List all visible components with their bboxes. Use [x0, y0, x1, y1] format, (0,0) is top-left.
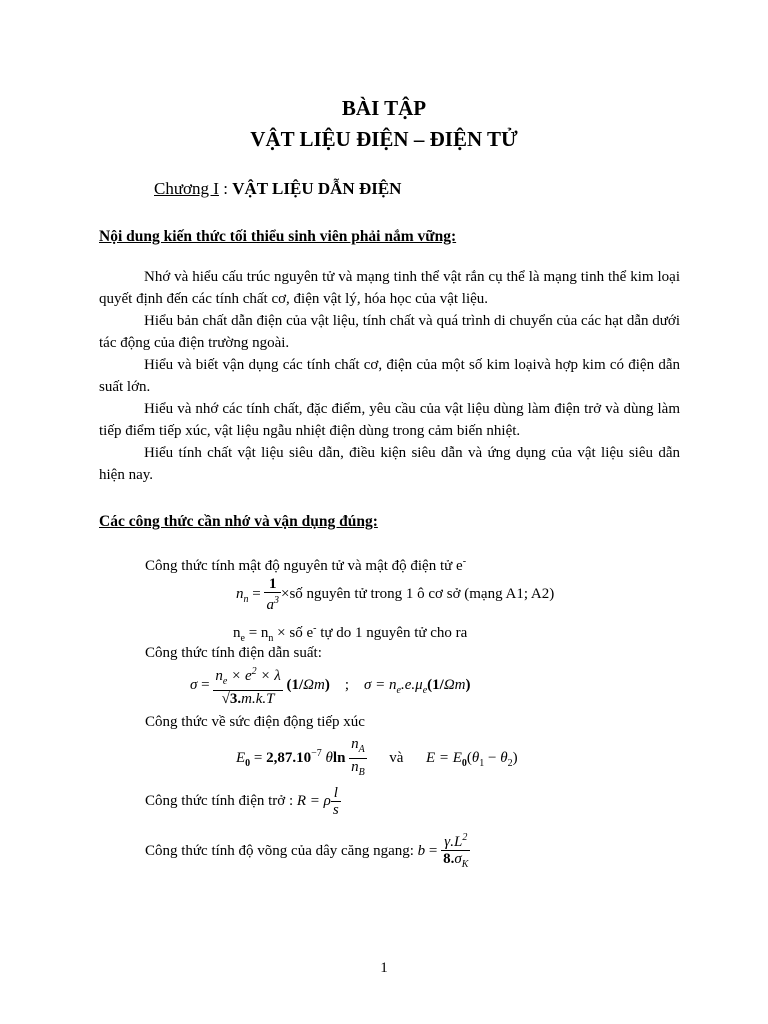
formula-conductivity: σ = $\frac{n_e \times e^2 \times \lambda}{√3.m.k.T}$ (1/Ωm) ; $\sigma = n_e.e.\mu_e(1/\Omega m)$	[190, 666, 471, 707]
chapter-title: VẬT LIỆU DẪN ĐIỆN	[232, 179, 402, 198]
formula-atom-density: $n_n$ = $\frac{1}{a^3}$ ×số nguyên tử trong 1 ô cơ sở (mạng A1; A2)	[236, 576, 555, 613]
f2-tail: tự do 1 nguyên tử cho ra	[316, 625, 468, 641]
formula-sag: Công thức tính độ võng của dây căng ngang: b = $\frac{\gamma.L^2}{8.\sigma_K}$	[145, 832, 469, 870]
f2-mid: = n	[244, 625, 269, 641]
formula-1-caption	[145, 556, 466, 575]
title-line-2: VẬT LIỆU ĐIỆN – ĐIỆN TỬ	[250, 127, 518, 151]
f4-coef: 2,87.10	[266, 749, 312, 766]
paragraph-5: Hiểu tính chất vật liệu siêu dẫn, điều kiện siêu dẫn và ứng dụng của vật liệu siêu dẫn hiện nay.	[99, 445, 680, 483]
f4-and: và	[389, 749, 404, 766]
f2-rest-sup: -	[313, 623, 317, 634]
title-line-1: BÀI TẬP	[341, 96, 427, 120]
f2-n: n	[233, 625, 241, 641]
page-number: 1	[380, 960, 388, 976]
paragraph-3: Hiểu và biết vận dụng các tính chất cơ, điện của một số kim loạivà hợp kim có điện dẫn suất lớn.	[99, 357, 680, 395]
f2-sub-n: n	[268, 633, 274, 644]
f2-rest: × số e	[273, 625, 314, 641]
formula-resistance: Công thức tính điện trở : R = ρ $\frac{l}{s}$	[145, 785, 339, 818]
paragraph-1: Nhớ và hiểu cấu trúc nguyên tử và mạng tinh thể vật rắn cụ thể là mạng tinh thể kim loại quyết định đến các tính chất cơ, điện vật lý, hóa học của vật liệu.	[99, 269, 680, 307]
formula-5-caption: Công thức tính điện trở :	[145, 792, 294, 809]
f2-sub-e: e	[240, 633, 245, 644]
formula-1-text: số nguyên tử trong 1 ô cơ sở (mạng A1; A2)	[289, 585, 555, 602]
section-heading-formulas: Các công thức cần nhớ và vận dụng đúng:	[99, 513, 378, 530]
formula-1-caption-sup: -	[462, 556, 467, 567]
paragraph-4: Hiểu và nhớ các tính chất, đặc điểm, yêu cầu của vật liệu dùng làm điện trở và dùng làm tiếp điểm tiếp xúc, vật liệu ngẫu nhiệt điện dùng trong cảm biến nhiệt.	[99, 401, 680, 439]
f4-exp: −7	[311, 747, 322, 759]
formula-electron-density	[233, 623, 467, 644]
chapter-label: Chương I	[154, 179, 219, 198]
formula-4-caption: Công thức về sức điện động tiếp xúc	[145, 714, 365, 730]
paragraph-2: Hiểu bản chất dẫn điện của vật liệu, tính chất và quá trình di chuyển của các hạt dẫn dưới tác động của điện trường ngoài.	[99, 313, 680, 351]
chapter-separator: :	[218, 179, 233, 198]
chapter-heading	[154, 179, 401, 199]
formula-contact-emf: $E_0 = 2,87.10^{-7}$ θln $\frac{n_A}{n_B}$ và $E = E_0(\theta_1 - \theta_2)$	[236, 736, 518, 778]
formula-1-caption-text: Công thức tính mật độ nguyên tử và mật độ điện tử e	[145, 558, 463, 574]
formula-3-caption: Công thức tính điện dẫn suất:	[145, 645, 322, 661]
knowledge-paragraphs	[99, 266, 680, 486]
formula-6-caption: Công thức tính độ võng của dây căng ngang:	[145, 842, 414, 859]
section-heading-knowledge: Nội dung kiến thức tối thiểu sinh viên phải nắm vững:	[99, 228, 457, 245]
